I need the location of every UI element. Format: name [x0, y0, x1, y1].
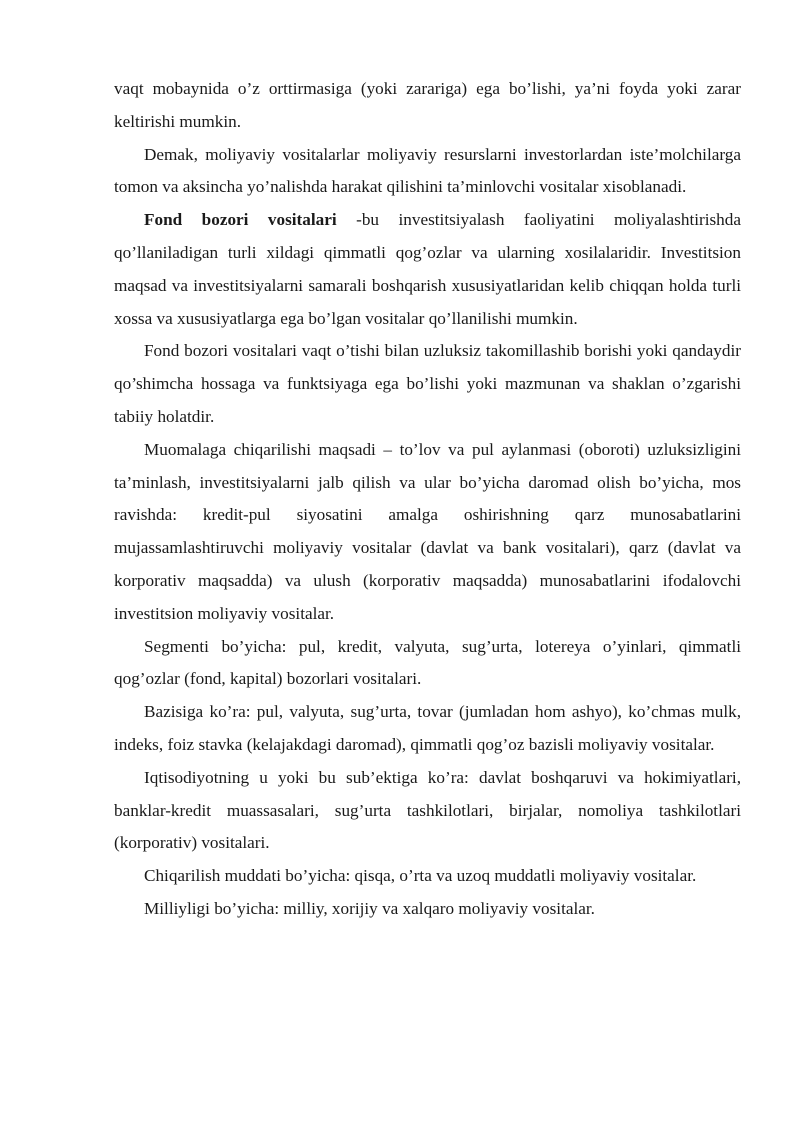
- paragraph-5-text: Muomalaga chiqarilishi maqsadi – to’lov va pul aylanmasi (oboroti) uzluksizligini ta’minlash, investitsiyalarni jalb qilish va ular bo’yicha daromad olish bo’yicha, mos ravishda: kredit-pul siyosatini amalga oshirishning qarz munosabatlarini mujassamlashtiruvchi moliyaviy vositalar (davlat va bank vositalari), qarz (davlat va korporativ maqsadda) va ulush (korporativ maqsadda) munosabatlarini ifodalovchi investitsion moliyaviy vositalar.: [114, 439, 741, 623]
- paragraph-1-text: vaqt mobaynida o’z orttirmasiga (yoki zarariga) ega bo’lishi, ya’ni foyda yoki zarar keltirishi mumkin.: [114, 79, 741, 131]
- paragraph-4-text: Fond bozori vositalari vaqt o’tishi bilan uzluksiz takomillashib borishi yoki qandaydir qo’shimcha hossaga va funktsiyaga ega bo’lishi yoki mazmunan va shaklan o’zgarishi tabiiy holatdir.: [114, 341, 741, 426]
- paragraph-3-text: -bu investitsiyalash faoliyatini moliyalashtirishda qo’llaniladigan turli xildagi qimmatli qog’ozlar va ularning xosilalaridir. Investitsion maqsad va investitsiyalarni samarali boshqarish xususiyatlaridan kelib chiqqan holda turli xossa va xususiyatlarga ega bo’lgan vositalar qo’llanilishi mumkin.: [114, 210, 741, 328]
- paragraph-9-text: Chiqarilish muddati bo’yicha: qisqa, o’rta va uzoq muddatli moliyaviy vositalar.: [144, 866, 697, 886]
- paragraph-9: [114, 860, 741, 893]
- paragraph-8: [114, 762, 741, 860]
- paragraph-3: [114, 204, 741, 335]
- paragraph-5: [114, 434, 741, 631]
- paragraph-10: [114, 893, 741, 926]
- paragraph-10-text: Milliyligi bo’yicha: milliy, xorijiy va xalqaro moliyaviy vositalar.: [144, 898, 595, 918]
- paragraph-6: [114, 631, 741, 697]
- paragraph-7-text: Bazisiga ko’ra: pul, valyuta, sug’urta, tovar (jumladan hom ashyo), ko’chmas mulk, indeks, foiz stavka (kelajakdagi daromad), qimmatli qog’oz bazisli moliyaviy vositalar.: [114, 702, 741, 754]
- paragraph-7: [114, 696, 741, 762]
- paragraph-8-text: Iqtisodiyotning u yoki bu sub’ektiga ko’ra: davlat boshqaruvi va hokimiyatlari, banklar-kredit muassasalari, sug’urta tashkilotlari, birjalar, nomoliya tashkilotlari (korporativ) vositalari.: [114, 767, 741, 853]
- paragraph-2: [114, 139, 741, 205]
- document-page: [114, 73, 741, 926]
- paragraph-3-term: Fond bozori vositalari: [144, 210, 337, 230]
- paragraph-2-text: Demak, moliyaviy vositalarlar moliyaviy resurslarni investorlardan iste’molchilarga tomon va aksincha yo’nalishda harakat qilishini ta’minlovchi vositalar xisoblanadi.: [114, 144, 741, 197]
- paragraph-6-text: Segmenti bo’yicha: pul, kredit, valyuta, sug’urta, lotereya o’yinlari, qimmatli qog’ozlar (fond, kapital) bozorlari vositalari.: [114, 636, 741, 689]
- paragraph-1: [114, 73, 741, 139]
- paragraph-4: [114, 335, 741, 433]
